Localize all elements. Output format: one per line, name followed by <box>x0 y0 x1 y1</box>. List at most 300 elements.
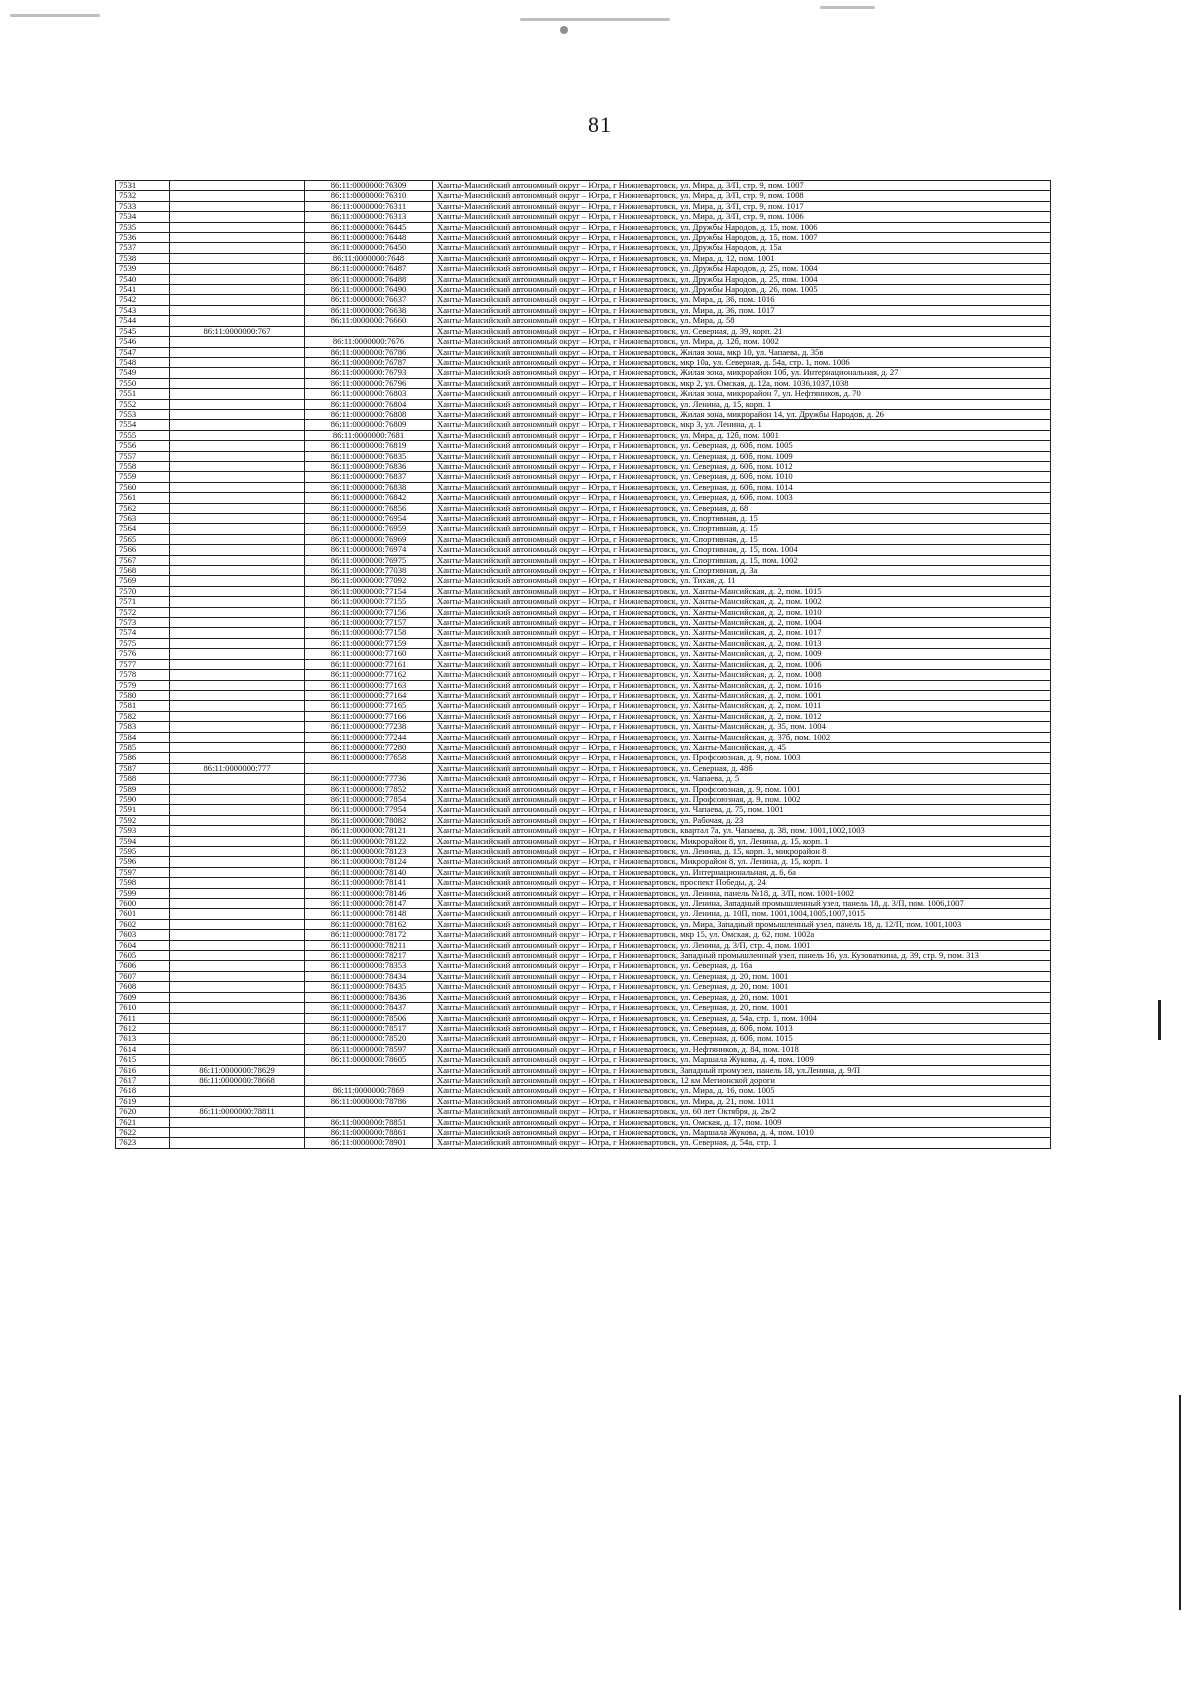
row-number-cell: 7623 <box>116 1138 170 1148</box>
table-row <box>116 961 1051 971</box>
land-cadastral-cell <box>170 888 305 898</box>
table-row <box>116 1086 1051 1096</box>
row-number-cell: 7544 <box>116 316 170 326</box>
object-cadastral-cell: 86:11:0000000:77854 <box>305 794 433 804</box>
scan-noise <box>820 6 875 9</box>
table-row <box>116 514 1051 524</box>
registry-table <box>115 180 1051 1149</box>
row-number-cell: 7555 <box>116 430 170 440</box>
object-cadastral-cell: 86:11:0000000:76793 <box>305 368 433 378</box>
address-cell: Ханты-Мансийский автономный округ – Югра, г Нижневартовск, ул. Северная, д. 54а, стр. 1 <box>433 1138 1051 1148</box>
land-cadastral-cell <box>170 451 305 461</box>
address-cell: Ханты-Мансийский автономный округ – Югра, г Нижневартовск, ул. Северная, д. 60б, пом. 1010 <box>433 472 1051 482</box>
object-cadastral-cell: 86:11:0000000:77158 <box>305 628 433 638</box>
address-cell: Ханты-Мансийский автономный округ – Югра, г Нижневартовск, мкр 3, ул. Ленина, д. 1 <box>433 420 1051 430</box>
land-cadastral-cell <box>170 368 305 378</box>
land-cadastral-cell <box>170 711 305 721</box>
address-cell: Ханты-Мансийский автономный округ – Югра, г Нижневартовск, ул. Ханты-Мансийская, д. 2, пом. 1006 <box>433 659 1051 669</box>
address-cell: Ханты-Мансийский автономный округ – Югра, г Нижневартовск, ул. Мира, д. 16, пом. 1005 <box>433 1086 1051 1096</box>
address-cell: Ханты-Мансийский автономный округ – Югра, г Нижневартовск, Жилая зона, микрорайон 10б, ул. Интернациональная, д. 27 <box>433 368 1051 378</box>
row-number-cell: 7580 <box>116 690 170 700</box>
table-row <box>116 909 1051 919</box>
land-cadastral-cell <box>170 847 305 857</box>
table-row <box>116 378 1051 388</box>
table-row <box>116 357 1051 367</box>
object-cadastral-cell: 86:11:0000000:78506 <box>305 1013 433 1023</box>
address-cell: Ханты-Мансийский автономный округ – Югра, г Нижневартовск, ул. Северная, д. 20, пом. 1001 <box>433 982 1051 992</box>
land-cadastral-cell <box>170 794 305 804</box>
land-cadastral-cell <box>170 472 305 482</box>
address-cell: Ханты-Мансийский автономный округ – Югра, г Нижневартовск, ул. Ленина, панель №18, д. 3/П, пом. 1001-1002 <box>433 888 1051 898</box>
table-row <box>116 472 1051 482</box>
land-cadastral-cell: 86:11:0000000:78811 <box>170 1107 305 1117</box>
table-row <box>116 337 1051 347</box>
row-number-cell: 7553 <box>116 409 170 419</box>
land-cadastral-cell <box>170 357 305 367</box>
row-number-cell: 7551 <box>116 389 170 399</box>
address-cell: Ханты-Мансийский автономный округ – Югра, г Нижневартовск, ул. Чапаева, д. 75, пом. 1001 <box>433 805 1051 815</box>
object-cadastral-cell: 86:11:0000000:77161 <box>305 659 433 669</box>
row-number-cell: 7534 <box>116 212 170 222</box>
land-cadastral-cell: 86:11:0000000:767 <box>170 326 305 336</box>
table-row <box>116 1127 1051 1137</box>
land-cadastral-cell <box>170 524 305 534</box>
row-number-cell: 7579 <box>116 680 170 690</box>
object-cadastral-cell <box>305 1075 433 1085</box>
row-number-cell: 7567 <box>116 555 170 565</box>
table-row <box>116 451 1051 461</box>
object-cadastral-cell: 86:11:0000000:78217 <box>305 951 433 961</box>
object-cadastral-cell: 86:11:0000000:77155 <box>305 597 433 607</box>
table-row <box>116 233 1051 243</box>
land-cadastral-cell <box>170 409 305 419</box>
row-number-cell: 7578 <box>116 670 170 680</box>
address-cell: Ханты-Мансийский автономный округ – Югра, г Нижневартовск, ул. Профсоюзная, д. 9, пом. 1003 <box>433 753 1051 763</box>
table-row <box>116 1023 1051 1033</box>
land-cadastral-cell <box>170 545 305 555</box>
row-number-cell: 7547 <box>116 347 170 357</box>
object-cadastral-cell: 86:11:0000000:76836 <box>305 461 433 471</box>
address-cell: Ханты-Мансийский автономный округ – Югра, г Нижневартовск, ул. Северная, д. 60б, пом. 1012 <box>433 461 1051 471</box>
address-cell: Ханты-Мансийский автономный округ – Югра, г Нижневартовск, ул. Ленина, д. 15, корп. 1, микрорайон 8 <box>433 847 1051 857</box>
land-cadastral-cell <box>170 420 305 430</box>
object-cadastral-cell: 86:11:0000000:77238 <box>305 722 433 732</box>
land-cadastral-cell <box>170 285 305 295</box>
table-row <box>116 847 1051 857</box>
row-number-cell: 7618 <box>116 1086 170 1096</box>
object-cadastral-cell: 86:11:0000000:76660 <box>305 316 433 326</box>
row-number-cell: 7620 <box>116 1107 170 1117</box>
address-cell: Ханты-Мансийский автономный округ – Югра, г Нижневартовск, ул. Дружбы Народов, д. 26, пом. 1005 <box>433 285 1051 295</box>
land-cadastral-cell <box>170 295 305 305</box>
row-number-cell: 7549 <box>116 368 170 378</box>
table-row <box>116 867 1051 877</box>
row-number-cell: 7599 <box>116 888 170 898</box>
object-cadastral-cell: 86:11:0000000:76450 <box>305 243 433 253</box>
table-row <box>116 430 1051 440</box>
table-row <box>116 555 1051 565</box>
land-cadastral-cell <box>170 909 305 919</box>
row-number-cell: 7554 <box>116 420 170 430</box>
row-number-cell: 7557 <box>116 451 170 461</box>
table-row <box>116 420 1051 430</box>
row-number-cell: 7539 <box>116 264 170 274</box>
object-cadastral-cell: 86:11:0000000:7648 <box>305 253 433 263</box>
row-number-cell: 7612 <box>116 1023 170 1033</box>
land-cadastral-cell <box>170 1117 305 1127</box>
address-cell: Ханты-Мансийский автономный округ – Югра, г Нижневартовск, ул. Ханты-Мансийская, д. 2, пом. 1004 <box>433 618 1051 628</box>
table-row <box>116 181 1051 191</box>
address-cell: Ханты-Мансийский автономный округ – Югра, г Нижневартовск, мкр 15, ул. Омская, д. 62, пом. 1002а <box>433 930 1051 940</box>
object-cadastral-cell: 86:11:0000000:76445 <box>305 222 433 232</box>
object-cadastral-cell: 86:11:0000000:78082 <box>305 815 433 825</box>
table-row <box>116 628 1051 638</box>
address-cell: Ханты-Мансийский автономный округ – Югра, г Нижневартовск, Микрорайон 8, ул. Ленина, д. 15, корп. 1 <box>433 836 1051 846</box>
row-number-cell: 7560 <box>116 482 170 492</box>
row-number-cell: 7614 <box>116 1044 170 1054</box>
table-row <box>116 711 1051 721</box>
scan-edge-mark <box>1179 1395 1181 1610</box>
address-cell: Ханты-Мансийский автономный округ – Югра, г Нижневартовск, ул. Маршала Жукова, д. 4, пом. 1009 <box>433 1055 1051 1065</box>
table-row <box>116 878 1051 888</box>
row-number-cell: 7533 <box>116 201 170 211</box>
table-row <box>116 951 1051 961</box>
address-cell: Ханты-Мансийский автономный округ – Югра, г Нижневартовск, ул. Ханты-Мансийская, д. 2, пом. 1017 <box>433 628 1051 638</box>
row-number-cell: 7622 <box>116 1127 170 1137</box>
row-number-cell: 7611 <box>116 1013 170 1023</box>
land-cadastral-cell <box>170 784 305 794</box>
row-number-cell: 7558 <box>116 461 170 471</box>
table-row <box>116 649 1051 659</box>
object-cadastral-cell: 86:11:0000000:77038 <box>305 566 433 576</box>
table-row <box>116 607 1051 617</box>
row-number-cell: 7605 <box>116 951 170 961</box>
table-row <box>116 1003 1051 1013</box>
object-cadastral-cell: 86:11:0000000:78211 <box>305 940 433 950</box>
address-cell: Ханты-Мансийский автономный округ – Югра, г Нижневартовск, мкр 10а, ул. Северная, д. 54а, стр. 1, пом. 1006 <box>433 357 1051 367</box>
land-cadastral-cell <box>170 961 305 971</box>
row-number-cell: 7531 <box>116 181 170 191</box>
address-cell: Ханты-Мансийский автономный округ – Югра, г Нижневартовск, ул. Спортивная, д. 15 <box>433 534 1051 544</box>
address-cell: Ханты-Мансийский автономный округ – Югра, г Нижневартовск, ул. 60 лет Октября, д. 2в/2 <box>433 1107 1051 1117</box>
table-row <box>116 805 1051 815</box>
table-row <box>116 763 1051 773</box>
table-row <box>116 1075 1051 1085</box>
address-cell: Ханты-Мансийский автономный округ – Югра, г Нижневартовск, ул. Мира, д. 36, пом. 1016 <box>433 295 1051 305</box>
address-cell: Ханты-Мансийский автономный округ – Югра, г Нижневартовск, ул. Ханты-Мансийская, д. 2, пом. 1016 <box>433 680 1051 690</box>
row-number-cell: 7592 <box>116 815 170 825</box>
row-number-cell: 7608 <box>116 982 170 992</box>
table-row <box>116 597 1051 607</box>
land-cadastral-cell: 86:11:0000000:78668 <box>170 1075 305 1085</box>
table-row <box>116 826 1051 836</box>
row-number-cell: 7602 <box>116 919 170 929</box>
object-cadastral-cell: 86:11:0000000:76809 <box>305 420 433 430</box>
address-cell: Ханты-Мансийский автономный округ – Югра, г Нижневартовск, Западный промузел, панель 18, ул.Ленина, д. 9/П <box>433 1065 1051 1075</box>
object-cadastral-cell: 86:11:0000000:77658 <box>305 753 433 763</box>
row-number-cell: 7597 <box>116 867 170 877</box>
object-cadastral-cell: 86:11:0000000:78520 <box>305 1034 433 1044</box>
object-cadastral-cell: 86:11:0000000:76787 <box>305 357 433 367</box>
object-cadastral-cell: 86:11:0000000:76804 <box>305 399 433 409</box>
address-cell: Ханты-Мансийский автономный округ – Югра, г Нижневартовск, ул. Спортивная, д. 15, пом. 1002 <box>433 555 1051 565</box>
address-cell: Ханты-Мансийский автономный округ – Югра, г Нижневартовск, Западный промышленный узел, панель 16, ул. Кузоваткина, д. 39, стр. 9, пом. 313 <box>433 951 1051 961</box>
object-cadastral-cell: 86:11:0000000:78517 <box>305 1023 433 1033</box>
land-cadastral-cell <box>170 253 305 263</box>
object-cadastral-cell <box>305 763 433 773</box>
land-cadastral-cell <box>170 347 305 357</box>
table-row <box>116 295 1051 305</box>
address-cell: Ханты-Мансийский автономный округ – Югра, г Нижневартовск, ул. Северная, д. 60б, пом. 1014 <box>433 482 1051 492</box>
object-cadastral-cell: 86:11:0000000:76842 <box>305 493 433 503</box>
table-row <box>116 1107 1051 1117</box>
object-cadastral-cell: 86:11:0000000:76487 <box>305 264 433 274</box>
object-cadastral-cell: 86:11:0000000:76311 <box>305 201 433 211</box>
row-number-cell: 7607 <box>116 971 170 981</box>
table-row <box>116 742 1051 752</box>
address-cell: Ханты-Мансийский автономный округ – Югра, г Нижневартовск, ул. Северная, д. 16а <box>433 961 1051 971</box>
table-row <box>116 1096 1051 1106</box>
table-row <box>116 326 1051 336</box>
address-cell: Ханты-Мансийский автономный округ – Югра, г Нижневартовск, Микрорайон 8, ул. Ленина, д. 15, корп. 1 <box>433 857 1051 867</box>
row-number-cell: 7591 <box>116 805 170 815</box>
address-cell: Ханты-Мансийский автономный округ – Югра, г Нижневартовск, ул. Ханты-Мансийская, д. 2, пом. 1008 <box>433 670 1051 680</box>
table-row <box>116 1013 1051 1023</box>
land-cadastral-cell <box>170 555 305 565</box>
land-cadastral-cell <box>170 857 305 867</box>
address-cell: Ханты-Мансийский автономный округ – Югра, г Нижневартовск, ул. Ханты-Мансийская, д. 2, пом. 1010 <box>433 607 1051 617</box>
address-cell: Ханты-Мансийский автономный округ – Югра, г Нижневартовск, ул. Северная, д. 60б, пом. 1013 <box>433 1023 1051 1033</box>
object-cadastral-cell: 86:11:0000000:76637 <box>305 295 433 305</box>
row-number-cell: 7606 <box>116 961 170 971</box>
address-cell: Ханты-Мансийский автономный округ – Югра, г Нижневартовск, ул. Ханты-Мансийская, д. 2, пом. 1009 <box>433 649 1051 659</box>
land-cadastral-cell <box>170 191 305 201</box>
registry-table-body <box>116 181 1051 1149</box>
land-cadastral-cell <box>170 233 305 243</box>
table-row <box>116 1055 1051 1065</box>
address-cell: Ханты-Мансийский автономный округ – Югра, г Нижневартовск, ул. Мира, д. 12б, пом. 1001 <box>433 430 1051 440</box>
address-cell: Ханты-Мансийский автономный округ – Югра, г Нижневартовск, ул. Тихая, д. 11 <box>433 576 1051 586</box>
land-cadastral-cell <box>170 982 305 992</box>
land-cadastral-cell <box>170 774 305 784</box>
table-row <box>116 919 1051 929</box>
object-cadastral-cell: 86:11:0000000:78124 <box>305 857 433 867</box>
address-cell: Ханты-Мансийский автономный округ – Югра, г Нижневартовск, ул. Ханты-Мансийская, д. 35, пом. 1004 <box>433 722 1051 732</box>
table-row <box>116 201 1051 211</box>
row-number-cell: 7566 <box>116 545 170 555</box>
land-cadastral-cell <box>170 971 305 981</box>
object-cadastral-cell: 86:11:0000000:76448 <box>305 233 433 243</box>
land-cadastral-cell <box>170 878 305 888</box>
address-cell: Ханты-Мансийский автономный округ – Югра, г Нижневартовск, ул. Дружбы Народов, д. 15а <box>433 243 1051 253</box>
address-cell: Ханты-Мансийский автономный округ – Югра, г Нижневартовск, ул. Спортивная, д. 15, пом. 1004 <box>433 545 1051 555</box>
object-cadastral-cell: 86:11:0000000:78435 <box>305 982 433 992</box>
row-number-cell: 7535 <box>116 222 170 232</box>
object-cadastral-cell: 86:11:0000000:76954 <box>305 514 433 524</box>
row-number-cell: 7619 <box>116 1096 170 1106</box>
address-cell: Ханты-Мансийский автономный округ – Югра, г Нижневартовск, ул. Северная, д. 60б, пом. 1005 <box>433 441 1051 451</box>
address-cell: Ханты-Мансийский автономный округ – Югра, г Нижневартовск, ул. Профсоюзная, д. 9, пом. 1001 <box>433 784 1051 794</box>
row-number-cell: 7540 <box>116 274 170 284</box>
address-cell: Ханты-Мансийский автономный округ – Югра, г Нижневартовск, ул. Северная, д. 20, пом. 1001 <box>433 992 1051 1002</box>
object-cadastral-cell: 86:11:0000000:77166 <box>305 711 433 721</box>
table-row <box>116 253 1051 263</box>
table-row <box>116 670 1051 680</box>
object-cadastral-cell: 86:11:0000000:76310 <box>305 191 433 201</box>
table-row <box>116 815 1051 825</box>
table-row <box>116 794 1051 804</box>
object-cadastral-cell <box>305 1065 433 1075</box>
row-number-cell: 7609 <box>116 992 170 1002</box>
object-cadastral-cell: 86:11:0000000:78172 <box>305 930 433 940</box>
row-number-cell: 7617 <box>116 1075 170 1085</box>
address-cell: Ханты-Мансийский автономный округ – Югра, г Нижневартовск, ул. Дружбы Народов, д. 25, пом. 1004 <box>433 274 1051 284</box>
address-cell: Ханты-Мансийский автономный округ – Югра, г Нижневартовск, Жилая зона, микрорайон 7, ул. Нефтяников, д. 70 <box>433 389 1051 399</box>
object-cadastral-cell: 86:11:0000000:76309 <box>305 181 433 191</box>
land-cadastral-cell <box>170 607 305 617</box>
address-cell: Ханты-Мансийский автономный округ – Югра, г Нижневартовск, ул. Ханты-Мансийская, д. 45 <box>433 742 1051 752</box>
row-number-cell: 7577 <box>116 659 170 669</box>
row-number-cell: 7559 <box>116 472 170 482</box>
address-cell: Ханты-Мансийский автономный округ – Югра, г Нижневартовск, ул. Чапаева, д. 5 <box>433 774 1051 784</box>
object-cadastral-cell: 86:11:0000000:76808 <box>305 409 433 419</box>
address-cell: Ханты-Мансийский автономный округ – Югра, г Нижневартовск, ул. Северная, д. 20, пом. 1001 <box>433 971 1051 981</box>
row-number-cell: 7543 <box>116 305 170 315</box>
land-cadastral-cell <box>170 930 305 940</box>
address-cell: Ханты-Мансийский автономный округ – Югра, г Нижневартовск, ул. Дружбы Народов, д. 15, пом. 1006 <box>433 222 1051 232</box>
object-cadastral-cell: 86:11:0000000:7869 <box>305 1086 433 1096</box>
land-cadastral-cell <box>170 1096 305 1106</box>
table-row <box>116 545 1051 555</box>
land-cadastral-cell <box>170 732 305 742</box>
row-number-cell: 7571 <box>116 597 170 607</box>
address-cell: Ханты-Мансийский автономный округ – Югра, г Нижневартовск, ул. Ханты-Мансийская, д. 37б, пом. 1002 <box>433 732 1051 742</box>
address-cell: Ханты-Мансийский автономный округ – Югра, г Нижневартовск, ул. Мира, д. 3/П, стр. 9, пом. 1006 <box>433 212 1051 222</box>
row-number-cell: 7586 <box>116 753 170 763</box>
address-cell: Ханты-Мансийский автономный округ – Югра, г Нижневартовск, ул. Спортивная, д. 15 <box>433 524 1051 534</box>
address-cell: Ханты-Мансийский автономный округ – Югра, г Нижневартовск, ул. Ленина, д. 3/П, стр. 4, пом. 1001 <box>433 940 1051 950</box>
row-number-cell: 7590 <box>116 794 170 804</box>
object-cadastral-cell <box>305 326 433 336</box>
object-cadastral-cell: 86:11:0000000:77954 <box>305 805 433 815</box>
row-number-cell: 7589 <box>116 784 170 794</box>
address-cell: Ханты-Мансийский автономный округ – Югра, г Нижневартовск, ул. Мира, д. 58 <box>433 316 1051 326</box>
table-row <box>116 274 1051 284</box>
object-cadastral-cell: 86:11:0000000:76837 <box>305 472 433 482</box>
row-number-cell: 7621 <box>116 1117 170 1127</box>
row-number-cell: 7564 <box>116 524 170 534</box>
object-cadastral-cell: 86:11:0000000:78861 <box>305 1127 433 1137</box>
land-cadastral-cell <box>170 836 305 846</box>
land-cadastral-cell <box>170 305 305 315</box>
row-number-cell: 7603 <box>116 930 170 940</box>
table-row <box>116 524 1051 534</box>
row-number-cell: 7556 <box>116 441 170 451</box>
land-cadastral-cell <box>170 316 305 326</box>
land-cadastral-cell <box>170 815 305 825</box>
table-row <box>116 982 1051 992</box>
table-row <box>116 399 1051 409</box>
object-cadastral-cell: 86:11:0000000:77163 <box>305 680 433 690</box>
land-cadastral-cell <box>170 992 305 1002</box>
address-cell: Ханты-Мансийский автономный округ – Югра, г Нижневартовск, ул. Мира, д. 3/П, стр. 9, пом. 1008 <box>433 191 1051 201</box>
table-row <box>116 774 1051 784</box>
land-cadastral-cell <box>170 1023 305 1033</box>
land-cadastral-cell <box>170 597 305 607</box>
address-cell: Ханты-Мансийский автономный округ – Югра, г Нижневартовск, ул. Спортивная, д. 3а <box>433 566 1051 576</box>
land-cadastral-cell <box>170 222 305 232</box>
object-cadastral-cell: 86:11:0000000:77244 <box>305 732 433 742</box>
table-row <box>116 586 1051 596</box>
row-number-cell: 7532 <box>116 191 170 201</box>
object-cadastral-cell: 86:11:0000000:76835 <box>305 451 433 461</box>
land-cadastral-cell <box>170 1086 305 1096</box>
table-row <box>116 566 1051 576</box>
land-cadastral-cell <box>170 514 305 524</box>
object-cadastral-cell: 86:11:0000000:77164 <box>305 690 433 700</box>
row-number-cell: 7587 <box>116 763 170 773</box>
row-number-cell: 7583 <box>116 722 170 732</box>
row-number-cell: 7548 <box>116 357 170 367</box>
object-cadastral-cell: 86:11:0000000:78353 <box>305 961 433 971</box>
address-cell: Ханты-Мансийский автономный округ – Югра, г Нижневартовск, ул. Рабочая, д. 23 <box>433 815 1051 825</box>
land-cadastral-cell <box>170 1138 305 1148</box>
table-row <box>116 618 1051 628</box>
object-cadastral-cell: 86:11:0000000:78786 <box>305 1096 433 1106</box>
address-cell: Ханты-Мансийский автономный округ – Югра, г Нижневартовск, ул. Северная, д. 60б, пом. 1009 <box>433 451 1051 461</box>
land-cadastral-cell <box>170 1003 305 1013</box>
land-cadastral-cell <box>170 461 305 471</box>
table-row <box>116 576 1051 586</box>
land-cadastral-cell <box>170 1044 305 1054</box>
object-cadastral-cell <box>305 1107 433 1117</box>
land-cadastral-cell <box>170 638 305 648</box>
land-cadastral-cell <box>170 534 305 544</box>
row-number-cell: 7588 <box>116 774 170 784</box>
address-cell: Ханты-Мансийский автономный округ – Югра, г Нижневартовск, ул. Ханты-Мансийская, д. 2, пом. 1015 <box>433 586 1051 596</box>
land-cadastral-cell <box>170 899 305 909</box>
address-cell: Ханты-Мансийский автономный округ – Югра, г Нижневартовск, ул. Профсоюзная, д. 9, пом. 1002 <box>433 794 1051 804</box>
row-number-cell: 7570 <box>116 586 170 596</box>
address-cell: Ханты-Мансийский автономный округ – Югра, г Нижневартовск, ул. Мира, Западный промышленный узел, панель 18, д. 12/П, пом. 1001,1003 <box>433 919 1051 929</box>
address-cell: Ханты-Мансийский автономный округ – Югра, г Нижневартовск, ул. Мира, д. 36, пом. 1017 <box>433 305 1051 315</box>
land-cadastral-cell <box>170 649 305 659</box>
land-cadastral-cell <box>170 867 305 877</box>
table-row <box>116 899 1051 909</box>
address-cell: Ханты-Мансийский автономный округ – Югра, г Нижневартовск, ул. Ленина, д. 10П, пом. 1001,1004,1005,1007,1015 <box>433 909 1051 919</box>
object-cadastral-cell: 86:11:0000000:78123 <box>305 847 433 857</box>
table-row <box>116 836 1051 846</box>
address-cell: Ханты-Мансийский автономный округ – Югра, г Нижневартовск, ул. Мира, д. 3/П, стр. 9, пом. 1007 <box>433 181 1051 191</box>
row-number-cell: 7584 <box>116 732 170 742</box>
row-number-cell: 7575 <box>116 638 170 648</box>
address-cell: Ханты-Мансийский автономный округ – Югра, г Нижневартовск, ул. Дружбы Народов, д. 15, пом. 1007 <box>433 233 1051 243</box>
land-cadastral-cell <box>170 264 305 274</box>
row-number-cell: 7569 <box>116 576 170 586</box>
table-row <box>116 680 1051 690</box>
row-number-cell: 7565 <box>116 534 170 544</box>
land-cadastral-cell <box>170 212 305 222</box>
address-cell: Ханты-Мансийский автономный округ – Югра, г Нижневартовск, ул. Дружбы Народов, д. 25, пом. 1004 <box>433 264 1051 274</box>
object-cadastral-cell: 86:11:0000000:7681 <box>305 430 433 440</box>
table-row <box>116 409 1051 419</box>
row-number-cell: 7550 <box>116 378 170 388</box>
table-row <box>116 347 1051 357</box>
row-number-cell: 7616 <box>116 1065 170 1075</box>
land-cadastral-cell <box>170 430 305 440</box>
land-cadastral-cell <box>170 503 305 513</box>
row-number-cell: 7600 <box>116 899 170 909</box>
